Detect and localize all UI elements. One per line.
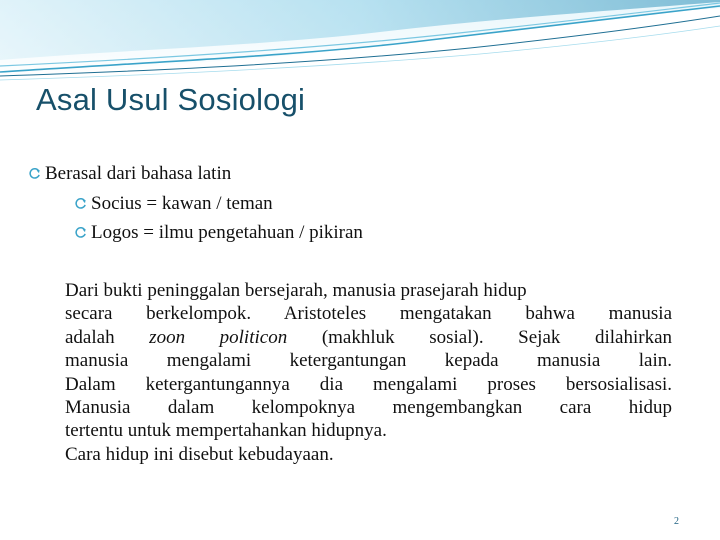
body-paragraph <box>65 279 672 466</box>
paragraph-line: Manusia dalam kelompoknya mengembangkan cara hidup <box>65 397 672 419</box>
paragraph-line: Dalam ketergantungannya dia mengalami proses bersosialisasi. <box>65 373 672 395</box>
paragraph-line: secara berkelompok. Aristoteles mengatakan bahwa manusia <box>65 303 672 325</box>
bullet-socius-text: Socius = kawan / teman <box>91 193 273 214</box>
cycle-arrow-bullet-icon <box>74 226 87 239</box>
bullet-logos-text: Logos = ilmu pengetahuan / pikiran <box>91 222 363 243</box>
paragraph-text: (makhluk sosial). Sejak dilahirkan <box>321 326 673 348</box>
bullet-origin-text: Berasal dari bahasa latin <box>45 163 232 184</box>
paragraph-line: Dari bukti peninggalan bersejarah, manusia prasejarah hidup <box>65 280 527 301</box>
paragraph-line: Cara hidup ini disebut kebudayaan. <box>65 443 334 465</box>
bullet-logos <box>74 222 363 244</box>
cycle-arrow-bullet-icon <box>74 197 87 210</box>
page-number: 2 <box>674 516 679 527</box>
slide-title: Asal Usul Sosiologi <box>36 82 306 117</box>
bullet-origin <box>28 163 231 185</box>
cycle-arrow-bullet-icon <box>28 167 41 180</box>
paragraph-text: adalah <box>65 326 115 348</box>
paragraph-line: manusia mengalami ketergantungan kepada manusia lain. <box>65 350 672 372</box>
paragraph-line <box>65 326 672 349</box>
paragraph-italic-term: zoon politicon <box>149 326 288 348</box>
bullet-socius <box>74 193 273 215</box>
paragraph-line: tertentu untuk mempertahankan hidupnya. <box>65 420 387 442</box>
